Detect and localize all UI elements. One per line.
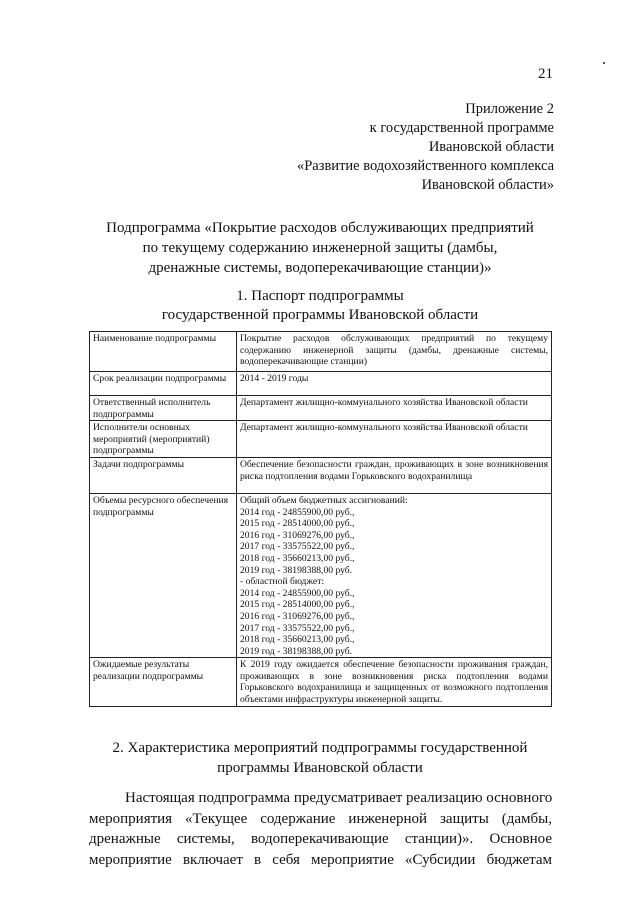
body-line: Настоящая подпрограмма предусматривает реализацию основного: [125, 790, 553, 806]
body-paragraph: [89, 788, 552, 870]
funding-line: 2014 год - 24855900,00 руб.,: [240, 587, 355, 599]
subprogram-title-line: дренажные системы, водоперекачивающие станции)»: [148, 260, 492, 276]
section-2-title-line: программы Ивановской области: [217, 760, 423, 776]
subprogram-title-line: по текущему содержанию инженерной защиты (дамбы,: [142, 240, 498, 256]
funding-regional-heading: - областной бюджет:: [240, 576, 325, 588]
row-label: Исполнители основных мероприятий (мероприятий) подпрограммы: [90, 421, 237, 458]
row-label: Объемы ресурсного обеспечения подпрограммы: [90, 493, 237, 657]
body-line: мероприятие включает в себя мероприятие «Субсидии бюджетам: [89, 851, 552, 868]
row-value: Обеспечение безопасности граждан, проживающих в зоне возникновения риска подтопления водами Горьковского водохранилища: [237, 457, 552, 493]
page-number: 21: [538, 66, 553, 82]
row-label: Срок реализации подпрограммы: [90, 372, 237, 396]
table-row: [90, 372, 552, 396]
table-row: [90, 332, 552, 372]
funding-line: 2016 год - 31069276,00 руб.,: [240, 529, 355, 541]
row-label: Ответственный исполнитель подпрограммы: [90, 396, 237, 421]
funding-line: 2014 год - 24855900,00 руб.,: [240, 506, 355, 518]
passport-table: [89, 331, 552, 707]
row-label: Задачи подпрограммы: [90, 457, 237, 493]
annex-heading: [297, 100, 554, 195]
row-value: Департамент жилищно-коммунального хозяйства Ивановской области: [237, 396, 552, 421]
annex-line: Ивановской области: [428, 139, 554, 155]
scan-dot: [603, 62, 605, 64]
funding-line: 2017 год - 33575522,00 руб.,: [240, 541, 355, 553]
funding-line: 2015 год - 28514000,00 руб.,: [240, 599, 355, 611]
table-row: [90, 658, 552, 706]
funding-total-heading: Общий объем бюджетных ассигнований:: [240, 494, 408, 506]
table-row: [90, 457, 552, 493]
section-1-title-line: государственной программы Ивановской области: [161, 307, 479, 323]
subprogram-title-line: Подпрограмма «Покрытие расходов обслуживающих предприятий: [106, 220, 534, 236]
table-row: [90, 396, 552, 421]
funding-line: 2016 год - 31069276,00 руб.,: [240, 610, 355, 622]
funding-value: [237, 493, 552, 657]
annex-line: Приложение 2: [465, 101, 554, 117]
funding-line: 2015 год - 28514000,00 руб.,: [240, 518, 355, 530]
funding-line: 2018 год - 35660213,00 руб.,: [240, 634, 355, 646]
row-label: Ожидаемые результаты реализации подпрограммы: [90, 658, 237, 706]
section-2-title-line: 2. Характеристика мероприятий подпрограммы государственной: [112, 740, 528, 756]
row-value: Покрытие расходов обслуживающих предприятий по текущему содержанию инженерной защиты (дамбы, дренажные системы, водоперекачивающие станции): [237, 332, 552, 372]
funding-line: 2019 год - 38198388,00 руб.: [240, 645, 353, 657]
row-label: Наименование подпрограммы: [90, 332, 237, 372]
body-line: дренажные системы, водоперекачивающие станции)». Основное: [89, 831, 552, 847]
row-value: 2014 - 2019 годы: [237, 372, 552, 396]
subprogram-title: [60, 218, 580, 278]
annex-line: «Развитие водохозяйственного комплекса: [296, 158, 554, 174]
section-1-title-line: 1. Паспорт подпрограммы: [236, 288, 404, 304]
table-row: [90, 421, 552, 458]
annex-line: Ивановской области»: [421, 177, 554, 193]
funding-line: 2018 год - 35660213,00 руб.,: [240, 552, 355, 564]
funding-line: 2019 год - 38198388,00 руб.: [240, 564, 353, 576]
row-value: К 2019 году ожидается обеспечение безопасности проживания граждан, проживающих в зоне возникновения риска подтопления водами Горьковского водохранилища и защищенных от возможного подтопления объектами инфраструктуры инженерной защиты.: [237, 658, 552, 706]
row-value: Департамент жилищно-коммунального хозяйства Ивановской области: [237, 421, 552, 458]
funding-line: 2017 год - 33575522,00 руб.,: [240, 622, 355, 634]
annex-line: к государственной программе: [369, 120, 554, 136]
body-line: мероприятия «Текущее содержание инженерной защиты (дамбы,: [89, 810, 552, 827]
table-row-funding: [90, 493, 552, 657]
section-2-title: [60, 738, 580, 778]
section-1-title: [60, 287, 580, 325]
